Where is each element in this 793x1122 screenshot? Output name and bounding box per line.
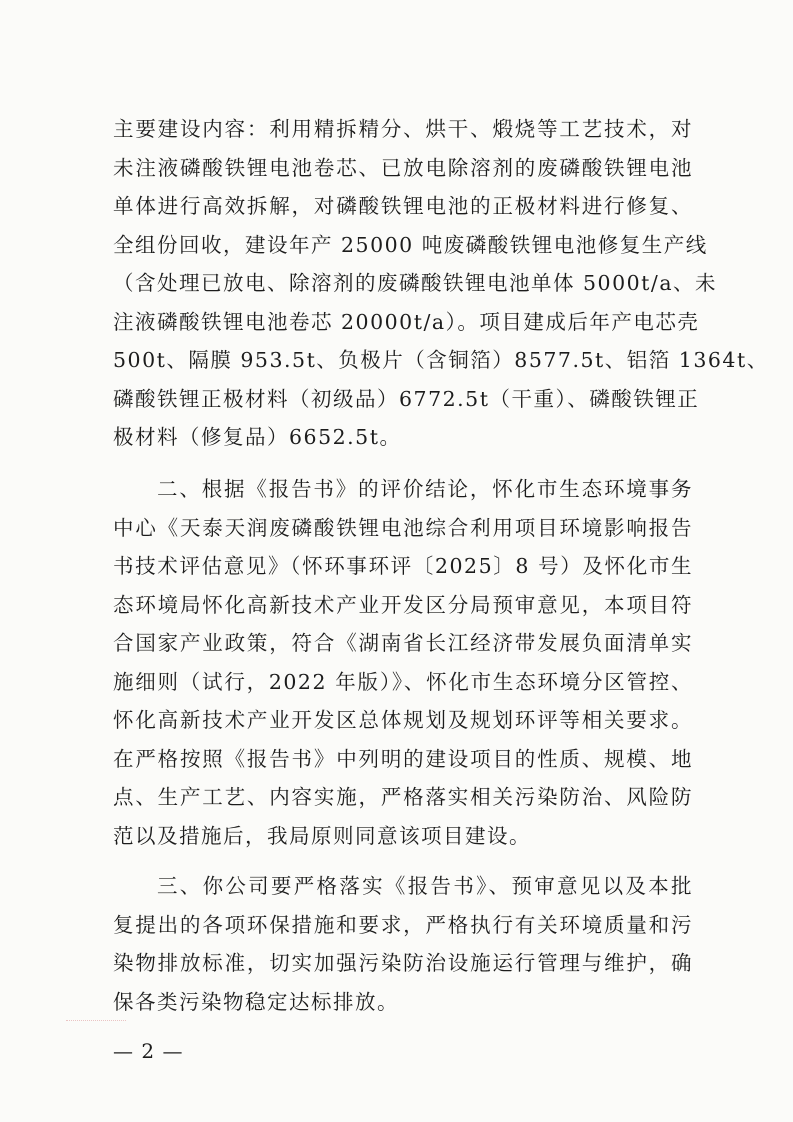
paragraph-line: 怀化高新技术产业开发区总体规划及规划环评等相关要求。 [113, 708, 693, 732]
paragraph-line: 注液磷酸铁锂电池卷芯 20000t/a）。项目建成后年产电芯壳 [113, 309, 700, 334]
paragraph-line: 主要建设内容：利用精拆精分、烘干、煅烧等工艺技术，对 [113, 117, 693, 141]
page-number: — 2 — [113, 1039, 184, 1063]
paragraph-line: 合国家产业政策，符合《湖南省长江经济带发展负面清单实 [113, 631, 693, 655]
faint-seal-trace [66, 1020, 126, 1029]
paragraph-line: 染物排放标准，切实加强污染防治设施运行管理与维护，确 [113, 951, 693, 975]
paragraph-line: 三、你公司要严格落实《报告书》、预审意见以及本批 [157, 874, 693, 898]
paragraph-line: 极材料（修复品）6652.5t。 [113, 425, 402, 449]
paragraph-section-three [113, 867, 693, 1021]
paragraph-line: 施细则（试行，2022 年版）》、怀化市生态环境分区管控、 [113, 669, 693, 694]
paragraph-line: 磷酸铁锂正极材料（初级品）6772.5t（干重）、磷酸铁锂正 [113, 386, 700, 411]
paragraph-construction-content [113, 110, 769, 457]
paragraph-line: 保各类污染物稳定达标排放。 [113, 989, 399, 1014]
paragraph-line: 全组份回收，建设年产 25000 吨废磷酸铁锂电池修复生产线 [113, 232, 708, 257]
paragraph-line: 单体进行高效拆解，对磷酸铁锂电池的正极材料进行修复、 [113, 194, 693, 218]
paragraph-line: 500t、隔膜 953.5t、负极片（含铜箔）8577.5t、铝箔 1364t、 [113, 348, 769, 372]
paragraph-section-two [113, 470, 693, 855]
paragraph-line: 中心《天泰天润废磷酸铁锂电池综合利用项目环境影响报告 [113, 515, 693, 540]
paragraph-line: 在严格按照《报告书》中列明的建设项目的性质、规模、地 [113, 746, 693, 771]
paragraph-line: 点、生产工艺、内容实施，严格落实相关污染防治、风险防 [113, 785, 693, 809]
paragraph-line: （含处理已放电、除溶剂的废磷酸铁锂电池单体 5000t/a、未 [113, 271, 718, 295]
paragraph-line: 态环境局怀化高新技术产业开发区分局预审意见，本项目符 [113, 592, 693, 617]
paragraph-line: 二、根据《报告书》的评价结论，怀化市生态环境事务 [157, 477, 693, 501]
paragraph-line: 范以及措施后，我局原则同意该项目建设。 [113, 823, 531, 848]
paragraph-line: 书技术评估意见》（怀环事环评〔2025〕8 号）及怀化市生 [113, 554, 693, 578]
paragraph-line: 复提出的各项环保措施和要求，严格执行有关环境质量和污 [113, 912, 693, 937]
paragraph-line: 未注液磷酸铁锂电池卷芯、已放电除溶剂的废磷酸铁锂电池 [113, 155, 693, 180]
